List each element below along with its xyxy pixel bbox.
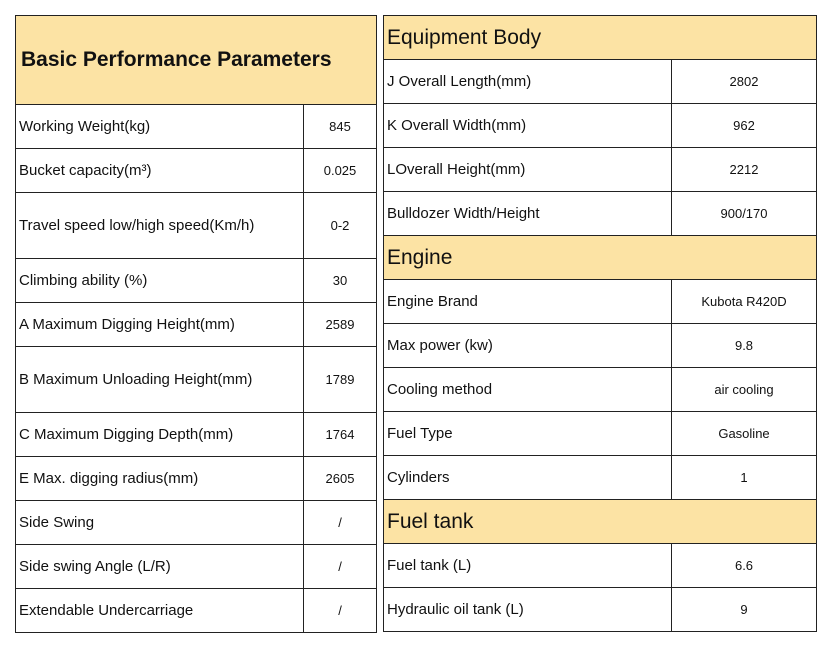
table-row — [16, 149, 377, 193]
row-value: / — [304, 501, 377, 545]
row-value: air cooling — [672, 368, 817, 412]
row-label: J Overall Length(mm) — [384, 60, 672, 104]
row-value: / — [304, 545, 377, 589]
row-label: E Max. digging radius(mm) — [16, 457, 304, 501]
table-row — [16, 193, 377, 259]
row-label: Cylinders — [384, 456, 672, 500]
table-row — [16, 303, 377, 347]
row-label: A Maximum Digging Height(mm) — [16, 303, 304, 347]
table-row — [16, 347, 377, 413]
row-label: Hydraulic oil tank (L) — [384, 588, 672, 632]
table-row — [384, 324, 817, 368]
table-row — [16, 457, 377, 501]
row-value: 962 — [672, 104, 817, 148]
row-value: 9.8 — [672, 324, 817, 368]
row-value: 30 — [304, 259, 377, 303]
row-label: K Overall Width(mm) — [384, 104, 672, 148]
row-label: Side swing Angle (L/R) — [16, 545, 304, 589]
row-value: 1764 — [304, 413, 377, 457]
row-value: Gasoline — [672, 412, 817, 456]
table-row — [16, 545, 377, 589]
table-row — [384, 456, 817, 500]
row-value: 2605 — [304, 457, 377, 501]
table-row — [384, 60, 817, 104]
table-row — [16, 413, 377, 457]
table-row — [384, 192, 817, 236]
row-label: Engine Brand — [384, 280, 672, 324]
row-label: Cooling method — [384, 368, 672, 412]
table-row — [384, 412, 817, 456]
row-value: 900/170 — [672, 192, 817, 236]
row-value: 6.6 — [672, 544, 817, 588]
row-label: Fuel tank (L) — [384, 544, 672, 588]
row-label: Fuel Type — [384, 412, 672, 456]
row-value: 0.025 — [304, 149, 377, 193]
row-value: 9 — [672, 588, 817, 632]
engine-header-row — [384, 236, 817, 280]
table-row — [384, 544, 817, 588]
row-value: 2589 — [304, 303, 377, 347]
table-row — [384, 148, 817, 192]
table-row — [16, 501, 377, 545]
basic-performance-table — [15, 15, 377, 633]
row-value: / — [304, 589, 377, 633]
row-label: C Maximum Digging Depth(mm) — [16, 413, 304, 457]
row-value: 1789 — [304, 347, 377, 413]
row-label: Travel speed low/high speed(Km/h) — [16, 193, 304, 259]
equipment-specs-table — [383, 15, 817, 632]
equipment-body-title: Equipment Body — [384, 16, 817, 60]
row-value: 2802 — [672, 60, 817, 104]
basic-performance-header-row — [16, 16, 377, 105]
table-row — [384, 280, 817, 324]
row-label: Bucket capacity(m³) — [16, 149, 304, 193]
row-label: Working Weight(kg) — [16, 105, 304, 149]
row-label: Bulldozer Width/Height — [384, 192, 672, 236]
row-label: Climbing ability (%) — [16, 259, 304, 303]
row-value: 1 — [672, 456, 817, 500]
table-row — [384, 588, 817, 632]
table-row — [384, 368, 817, 412]
row-value: 845 — [304, 105, 377, 149]
row-label: Max power (kw) — [384, 324, 672, 368]
engine-title: Engine — [384, 236, 817, 280]
row-label: B Maximum Unloading Height(mm) — [16, 347, 304, 413]
table-row — [16, 259, 377, 303]
row-value: 0-2 — [304, 193, 377, 259]
row-label: Side Swing — [16, 501, 304, 545]
row-value: 2212 — [672, 148, 817, 192]
basic-performance-title: Basic Performance Parameters — [16, 16, 377, 105]
fuel-tank-header-row — [384, 500, 817, 544]
equipment-body-header-row — [384, 16, 817, 60]
table-row — [16, 105, 377, 149]
table-row — [384, 104, 817, 148]
table-row — [16, 589, 377, 633]
row-label: Extendable Undercarriage — [16, 589, 304, 633]
row-value: Kubota R420D — [672, 280, 817, 324]
row-label: LOverall Height(mm) — [384, 148, 672, 192]
fuel-tank-title: Fuel tank — [384, 500, 817, 544]
